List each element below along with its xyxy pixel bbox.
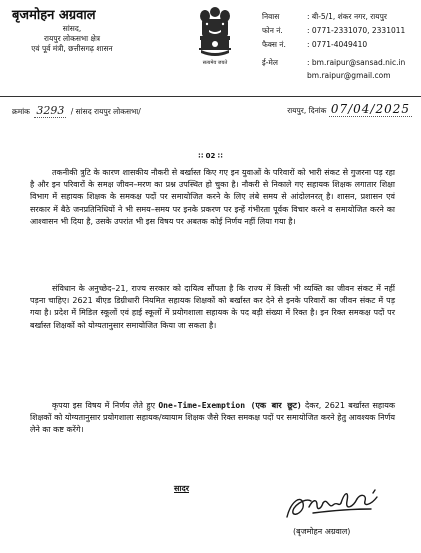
body-paragraph-2: संविधान के अनुच्छेद–21, राज्य सरकार को दायित्व सौंपता है कि राज्य में किसी भी व्यक्ति का जीवन संकट में नहीं पड़ना चाहिए। 2621 बीएड डिग्रीधारी नियमित सहायक शिक्षकों को बर्खास्त कर देने से इनके परिवारों का जीवन संकट में पड़ गया है। प्रदेश में मिडिल स्कूलों एवं हाई स्कूलों में प्रयोगशाला सहायक के पद बड़ी संख्या में रिक्त है। इन रिक्त समकक्ष पदों पर बर्खास्त शिक्षकों को योग्यतानुसार समायोजित किया जा सकता है।	[30, 284, 395, 330]
contact-row-phone	[262, 24, 420, 38]
contact-label: फोन नं.	[262, 26, 283, 35]
lion-capital-icon	[195, 4, 235, 60]
contact-block	[262, 10, 420, 81]
closing-salutation: सादर	[174, 484, 189, 493]
date-label: रायपुर, दिनांक	[287, 106, 327, 115]
reference-line	[12, 100, 412, 120]
sender-designation: सांसद,	[62, 24, 82, 33]
request-text-end: देकर, 2621 बर्खास्त सहायक शिक्षकों को योग्यतानुसार प्रयोगशाला सहायक/व्यायाम शिक्षक जैसे रिक्त समकक्ष पदों पर समायोजित करने हेतु आवश्यक निर्णय लेने का कष्ट करेंगे।	[30, 401, 396, 435]
reference-suffix: / सांसद रायपुर लोकसभा/	[70, 107, 141, 116]
sender-name: बृजमोहन अग्रवाल	[12, 8, 96, 23]
letter-date: 07/04/2025	[330, 102, 410, 116]
reference-number-block	[12, 104, 141, 117]
exemption-highlight: One-Time-Exemption (एक बार छूट)	[158, 401, 302, 410]
body-paragraph-1: तकनीकी त्रुटि के कारण शासकीय नौकरी से बर्खास्त किए गए इन युवाओं के परिवारों को भारी संकट से गुजरना पड़ रहा है और इन परिवारों के समक्ष जीवन–मरण का प्रश्न उपस्थित हो चुका है। नौकरी से निकाले गए सहायक शिक्षक लगातार शिक्षा विभाग में सहायक शिक्षक के समकक्ष पदों पर समायोजित करने के लिए लंबे समय से आंदोलनरत् है। शासन, प्रशासन एवं सरकार में बैठे जनप्रतिनिधियों ने भी समय–समय पर इनके प्रकरण पर इन्हें गंभीरता पूर्वक विचार करने व समायोजित करने का आश्वासन भी दिया है, उसके उपरांत भी इस विषय पर अबतक कोई निर्णय नहीं लिया गया है।	[30, 168, 395, 226]
reference-number: 3293	[36, 104, 65, 117]
handwritten-signature	[283, 487, 393, 525]
reference-prefix: क्रमांक	[12, 107, 30, 116]
sender-block	[12, 8, 162, 54]
sender-former-post: एवं पूर्व मंत्री, छत्तीसगढ़ शासन	[31, 44, 113, 53]
contact-value: : bm.raipur@sansad.nic.in	[307, 58, 406, 67]
contact-label: फैक्स नं.	[262, 40, 286, 49]
sender-constituency: रायपुर लोकसभा क्षेत्र	[43, 34, 101, 43]
contact-value: : बी-5/1, शंकर नगर, रायपुर	[307, 12, 387, 21]
contact-row-email	[262, 56, 420, 70]
date-block	[287, 102, 412, 116]
signer-name: (बृजमोहन अग्रवाल)	[293, 527, 351, 536]
state-emblem	[190, 4, 240, 84]
letterhead	[0, 0, 421, 100]
contact-label: ई-मेल	[262, 58, 278, 67]
contact-value: : 0771-4049410	[307, 40, 368, 49]
contact-row-residence	[262, 10, 420, 24]
body-paragraph-3	[30, 400, 395, 437]
contact-label: निवास	[262, 12, 280, 21]
letterhead-divider	[0, 96, 421, 97]
page-number: ∷ 02 ∷	[198, 152, 223, 160]
contact-value: bm.raipur@gmail.com	[307, 71, 391, 80]
request-text-start: कृपया इस विषय में निर्णय लेते हुए	[52, 401, 155, 410]
contact-value: : 0771-2331070, 2331011	[307, 26, 406, 35]
contact-row-fax	[262, 38, 420, 52]
contact-row-email-alt	[262, 70, 420, 81]
emblem-motto: सत्यमेव जयते	[202, 60, 228, 66]
